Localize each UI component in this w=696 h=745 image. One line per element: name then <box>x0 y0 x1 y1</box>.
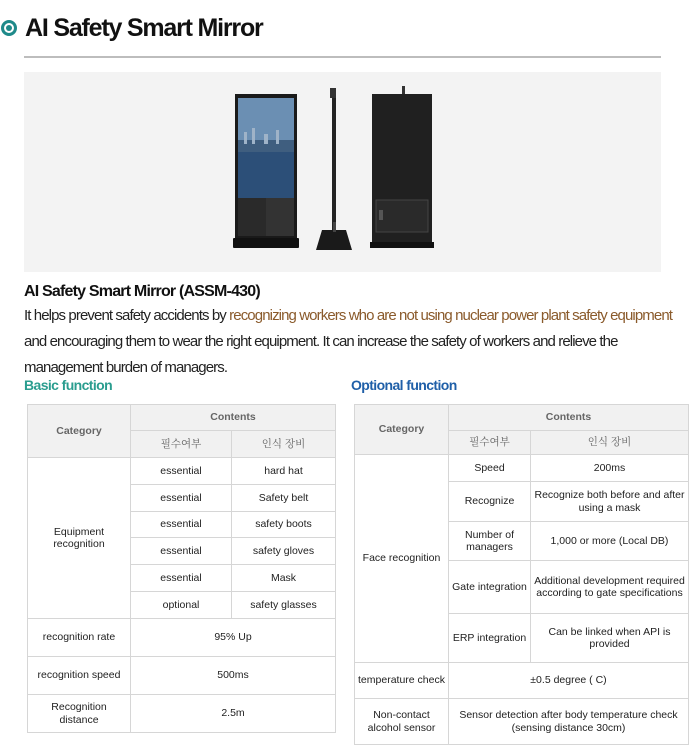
required-cell: essential <box>131 565 232 592</box>
required-subheader: 필수여부 <box>449 431 531 455</box>
title-divider <box>24 56 661 58</box>
required-subheader: 필수여부 <box>131 431 232 458</box>
equipment-cell: 1,000 or more (Local DB) <box>531 522 689 561</box>
required-cell: Speed <box>449 455 531 482</box>
kiosk-front <box>233 94 299 248</box>
kiosk-back <box>370 86 434 248</box>
table-row <box>28 458 336 485</box>
table-header-row <box>355 405 689 431</box>
product-name: AI Safety Smart Mirror (ASSM-430) <box>24 283 260 300</box>
table-row <box>28 657 336 695</box>
required-cell: Gate integration <box>449 561 531 614</box>
kiosk-side <box>316 88 352 250</box>
target-bullet-icon <box>1 20 17 36</box>
equipment-cell: safety boots <box>232 512 336 538</box>
required-cell: essential <box>131 485 232 512</box>
equipment-cell: Mask <box>232 565 336 592</box>
product-image <box>24 72 661 272</box>
row-label-cell: Non-contact alcohol sensor <box>355 699 449 745</box>
required-cell: ERP integration <box>449 614 531 663</box>
table-header-row <box>28 405 336 431</box>
table-row <box>28 619 336 657</box>
equipment-cell: Safety belt <box>232 485 336 512</box>
desc-part-2: and encouraging them to wear the right equipment. It can increase the safety of workers and relieve the management burden of managers. <box>24 333 618 376</box>
category-header: Category <box>355 405 449 455</box>
page-title: AI Safety Smart Mirror <box>25 13 263 42</box>
required-cell: Recognize <box>449 482 531 522</box>
basic-function-heading: Basic function <box>24 377 113 393</box>
equipment-cell: hard hat <box>232 458 336 485</box>
equipment-subheader: 인식 장비 <box>531 431 689 455</box>
required-cell: essential <box>131 538 232 565</box>
equipment-cell: safety glasses <box>232 592 336 619</box>
product-description <box>24 303 674 381</box>
desc-highlight: recognizing workers who are not using nuclear power plant safety equipment <box>229 307 673 324</box>
required-cell: optional <box>131 592 232 619</box>
row-label-cell: Recognition distance <box>28 695 131 733</box>
row-value-cell: ±0.5 degree ( C) <box>449 663 689 699</box>
row-value-cell: 2.5m <box>131 695 336 733</box>
table-row <box>355 699 689 745</box>
row-label-cell: recognition rate <box>28 619 131 657</box>
required-cell: Number of managers <box>449 522 531 561</box>
equipment-cell: Recognize both before and after using a mask <box>531 482 689 522</box>
row-value-cell: Sensor detection after body temperature check (sensing distance 30cm) <box>449 699 689 745</box>
basic-function-table <box>27 404 336 733</box>
row-label-cell: temperature check <box>355 663 449 699</box>
table-row <box>355 455 689 482</box>
kiosk-illustration <box>24 72 661 272</box>
page-header <box>0 10 263 46</box>
equipment-cell: Can be linked when API is provided <box>531 614 689 663</box>
equipment-cell: safety gloves <box>232 538 336 565</box>
table-row <box>355 663 689 699</box>
group-label-cell: Face recognition <box>355 455 449 663</box>
required-cell: essential <box>131 458 232 485</box>
optional-function-heading: Optional function <box>351 377 457 393</box>
table-row <box>28 695 336 733</box>
row-value-cell: 500ms <box>131 657 336 695</box>
contents-header: Contents <box>449 405 689 431</box>
contents-header: Contents <box>131 405 336 431</box>
group-label-cell: Equipment recognition <box>28 458 131 619</box>
optional-function-table <box>354 404 689 745</box>
desc-part-1: It helps prevent safety accidents by <box>24 307 230 324</box>
equipment-cell: Additional development required according to gate specifications <box>531 561 689 614</box>
row-value-cell: 95% Up <box>131 619 336 657</box>
equipment-cell: 200ms <box>531 455 689 482</box>
required-cell: essential <box>131 512 232 538</box>
equipment-subheader: 인식 장비 <box>232 431 336 458</box>
category-header: Category <box>28 405 131 458</box>
row-label-cell: recognition speed <box>28 657 131 695</box>
